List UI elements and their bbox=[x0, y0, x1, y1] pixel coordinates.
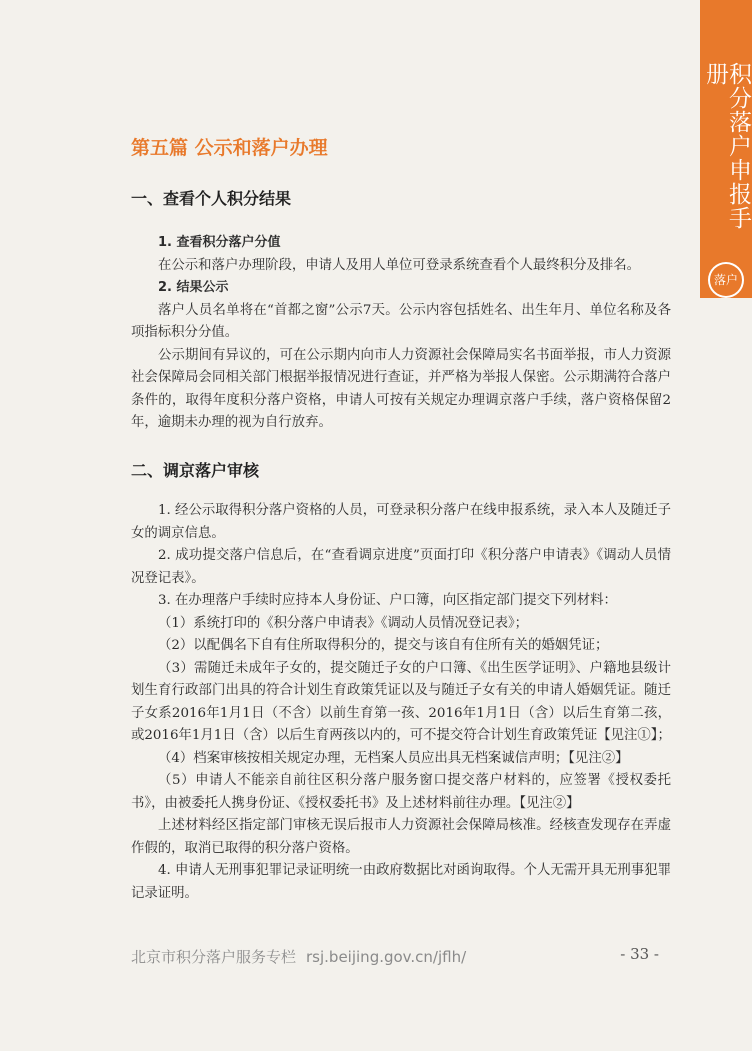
page-number: - 33 - bbox=[620, 945, 659, 963]
list-item: （3）需随迁未成年子女的，提交随迁子女的户口簿、《出生医学证明》、户籍地县级计划生育行政部门出具的符合计划生育政策凭证以及与随迁子女有关的申请人婚姻凭证。随迁子女系2016年1月1日（不含）以前生育第一孩、2016年1月1日（含）以后生育第二孩，或2016年1月1日（含）以后生育两孩以内的，可不提交符合计划生育政策凭证【见注①】； bbox=[131, 660, 671, 743]
subheading-score: 1. 查看积分落户分值 bbox=[158, 235, 281, 250]
list-item: （5）申请人不能亲自前往区积分落户服务窗口提交落户材料的，应签署《授权委托书》，由被委托人携身份证、《授权委托书》及上述材料前往办理。【见注②】 bbox=[131, 773, 671, 811]
paragraph: 上述材料经区指定部门审核无误后报市人力资源社会保障局核准。经核查发现存在弄虚作假的，取消已取得的积分落户资格。 bbox=[131, 818, 671, 856]
side-tab bbox=[700, 0, 752, 298]
footer-column-name: 北京市积分落户服务专栏 bbox=[131, 948, 297, 966]
list-item: （1）系统打印的《积分落户申请表》《调动人员情况登记表》； bbox=[158, 615, 529, 631]
paragraph: 落户人员名单将在“首都之窗”公示7天。公示内容包括姓名、出生年月、单位名称及各项指标积分分值。 bbox=[131, 302, 671, 340]
section-1-body bbox=[131, 232, 671, 435]
paragraph: 在公示和落户办理阶段，申请人及用人单位可登录系统查看个人最终积分及排名。 bbox=[158, 257, 641, 273]
paragraph: 1. 经公示取得积分落户资格的人员，可登录积分落户在线申报系统，录入本人及随迁子女的调京信息。 bbox=[131, 503, 671, 541]
paragraph: 2. 成功提交落户信息后，在“查看调京进度”页面打印《积分落户申请表》《调动人员情况登记表》。 bbox=[131, 548, 671, 586]
paragraph: 4. 申请人无刑事犯罪记录证明统一由政府数据比对函询取得。个人无需开具无刑事犯罪记录证明。 bbox=[131, 863, 671, 901]
footer bbox=[131, 946, 466, 967]
footer-url[interactable]: rsj.beijing.gov.cn/jflh/ bbox=[306, 948, 467, 966]
list-item: （4）档案审核按相关规定办理，无档案人员应出具无档案诚信声明；【见注②】 bbox=[158, 750, 629, 766]
part-title: 第五篇 公示和落户办理 bbox=[131, 137, 328, 159]
list-item: （2）以配偶名下自有住所取得积分的，提交与该自有住所有关的婚姻凭证； bbox=[158, 638, 609, 653]
paragraph: 公示期间有异议的，可在公示期内向市人力资源社会保障局实名书面举报，市人力资源社会保障局会同相关部门根据举报情况进行查证，并严格为举报人保密。公示期满符合落户条件的，取得年度积分落户资格，申请人可按有关规定办理调京落户手续，落户资格保留2年，逾期未办理的视为自行放弃。 bbox=[131, 347, 671, 430]
section-2-body bbox=[131, 500, 671, 905]
settle-badge: 落户 bbox=[708, 262, 744, 298]
handbook-title: 积分落户申报手册 bbox=[702, 62, 751, 230]
section-heading-2: 二、调京落户审核 bbox=[131, 461, 260, 480]
section-heading-1: 一、查看个人积分结果 bbox=[131, 189, 292, 208]
paragraph: 3. 在办理落户手续时应持本人身份证、户口簿，向区指定部门提交下列材料： bbox=[158, 593, 617, 608]
subheading-publicity: 2. 结果公示 bbox=[158, 280, 229, 295]
